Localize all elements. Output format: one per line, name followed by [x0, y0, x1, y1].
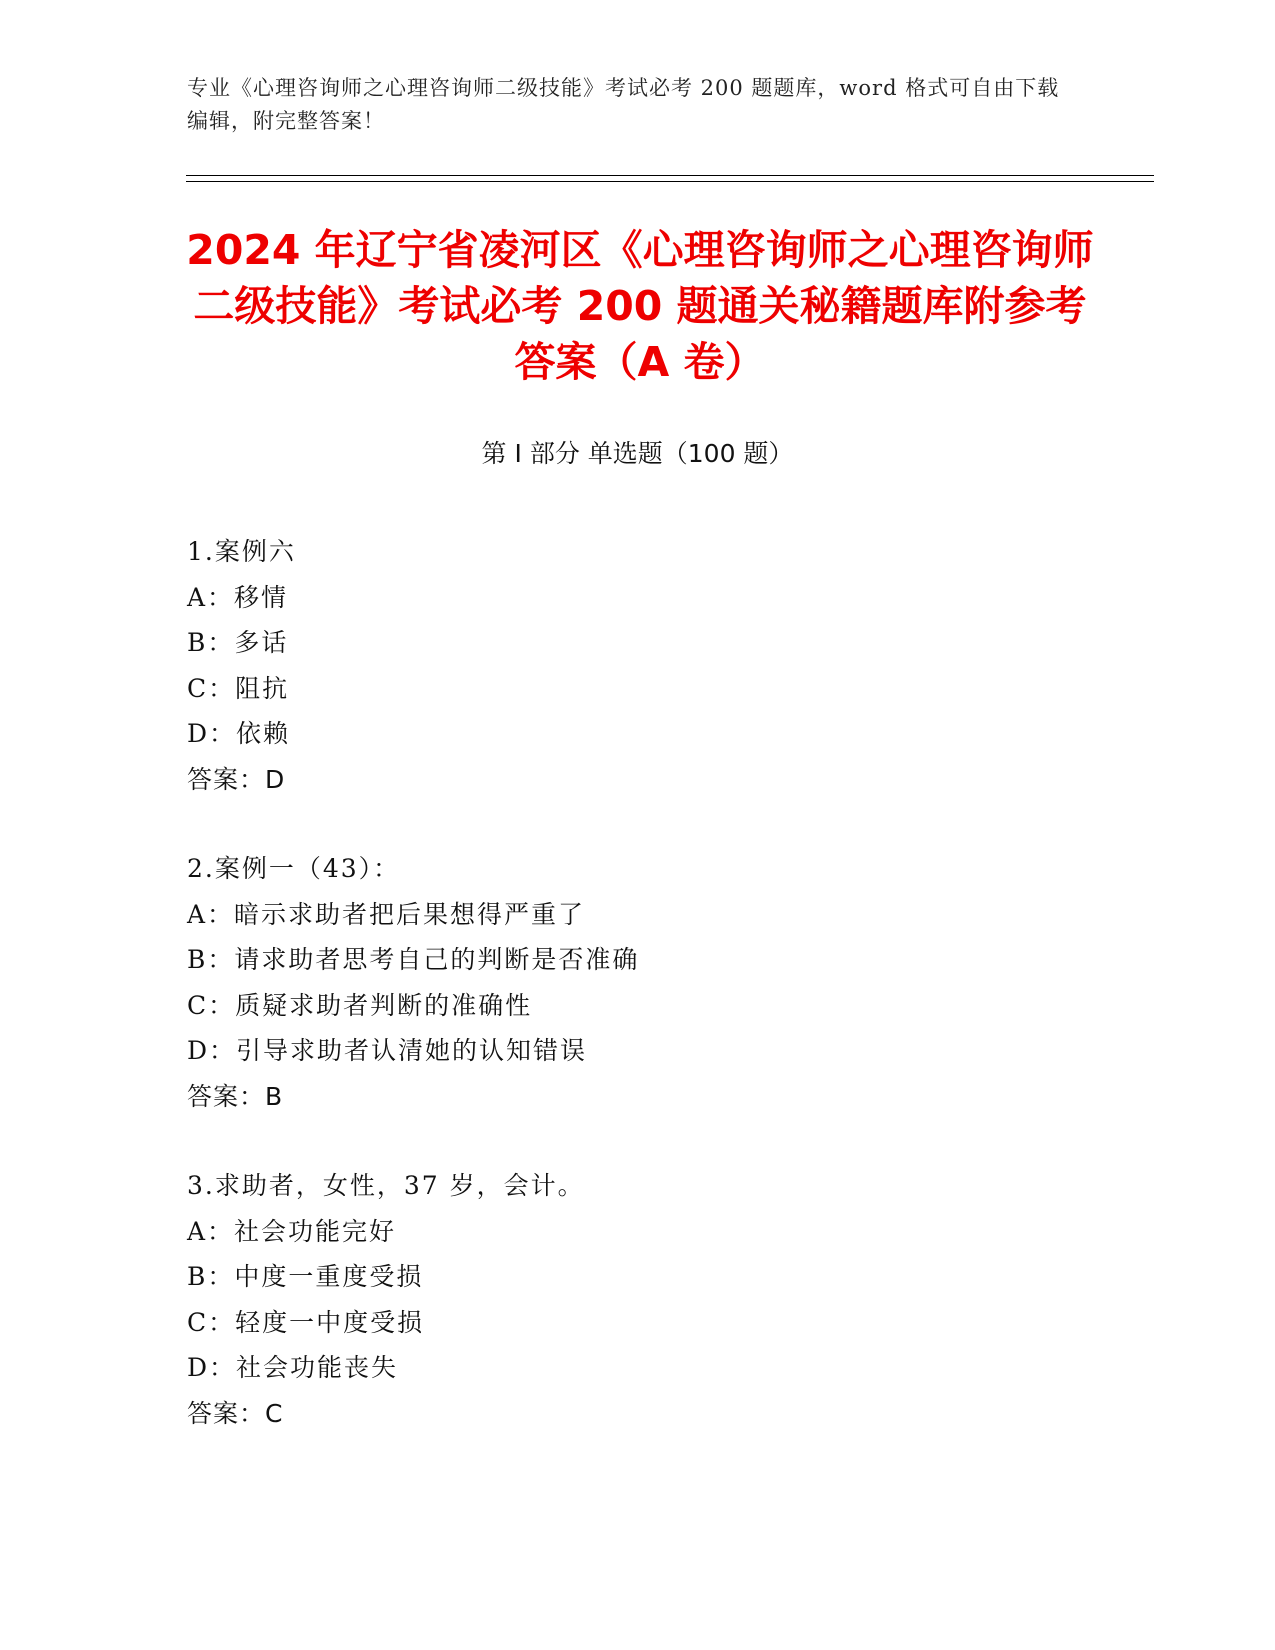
option-d: D：依赖	[187, 719, 291, 748]
question-list	[187, 529, 1087, 1480]
option-b: B：中度一重度受损	[187, 1262, 424, 1291]
option-b: B：请求助者思考自己的判断是否准确	[187, 945, 640, 974]
option-c: C：阻抗	[187, 673, 290, 703]
option-c: C：轻度一中度受损	[187, 1307, 425, 1337]
answer-line: 答案：D	[187, 764, 286, 794]
option-d: D：引导求助者认清她的认知错误	[187, 1036, 588, 1065]
question-stem: 3.求助者，女性，37 岁，会计。	[187, 1171, 585, 1200]
question-item	[187, 846, 1087, 1119]
question-stem: 2.案例一（43）：	[187, 854, 401, 883]
option-b: B：多话	[187, 628, 289, 657]
option-d: D：社会功能丧失	[187, 1353, 399, 1382]
option-a: A：移情	[187, 582, 289, 612]
option-a: A：社会功能完好	[187, 1216, 397, 1246]
answer-line: 答案：C	[187, 1398, 284, 1428]
header-note: 专业《心理咨询师之心理咨询师二级技能》考试必考 200 题题库，word 格式可自由下载编辑，附完整答案！	[187, 76, 1060, 133]
question-stem: 1.案例六	[187, 537, 296, 566]
question-item	[187, 1163, 1087, 1436]
answer-line: 答案：B	[187, 1081, 284, 1111]
header-divider-top	[186, 175, 1154, 176]
option-a: A：暗示求助者把后果想得严重了	[187, 899, 586, 929]
option-c: C：质疑求助者判断的准确性	[187, 990, 533, 1020]
question-item	[187, 529, 1087, 802]
header-divider-bottom	[186, 181, 1154, 182]
document-title: 2024 年辽宁省凌河区《心理咨询师之心理咨询师二级技能》考试必考 200 题通关秘籍题库附参考答案（A 卷）	[186, 226, 1094, 386]
section-heading: 第 I 部分 单选题（100 题）	[481, 439, 794, 468]
